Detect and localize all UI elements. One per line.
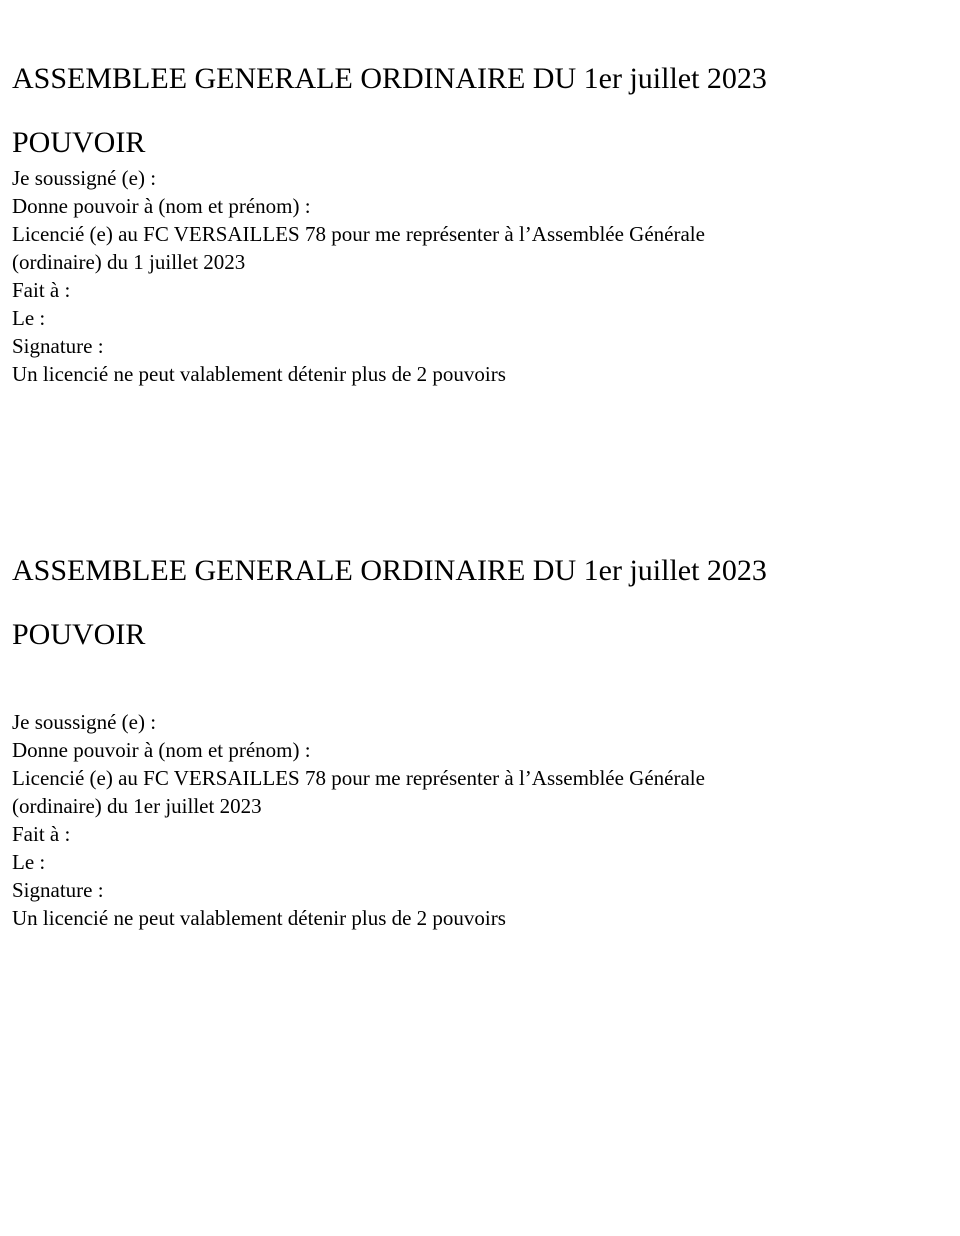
licensee-line-continued: (ordinaire) du 1 juillet 2023 (12, 250, 246, 274)
proxy-limit-note: Un licencié ne peut valablement détenir plus de 2 pouvoirs (12, 362, 506, 386)
proxy-form-2 (12, 550, 942, 932)
signature-line: Signature : (12, 334, 104, 358)
form-body (12, 164, 942, 388)
done-at-line: Fait à : (12, 822, 71, 846)
undersigned-line: Je soussigné (e) : (12, 710, 157, 734)
signature-line: Signature : (12, 878, 104, 902)
proxy-limit-note: Un licencié ne peut valablement détenir plus de 2 pouvoirs (12, 906, 506, 930)
undersigned-line: Je soussigné (e) : (12, 166, 157, 190)
give-power-line: Donne pouvoir à (nom et prénom) : (12, 738, 311, 762)
give-power-line: Donne pouvoir à (nom et prénom) : (12, 194, 311, 218)
licensee-line-continued: (ordinaire) du 1er juillet 2023 (12, 794, 262, 818)
form-title: ASSEMBLEE GENERALE ORDINAIRE DU 1er juillet 2023 (12, 62, 767, 95)
date-line: Le : (12, 850, 46, 874)
licensee-line: Licencié (e) au FC VERSAILLES 78 pour me représenter à l’Assemblée Générale (12, 222, 705, 246)
proxy-form-1 (12, 58, 942, 388)
done-at-line: Fait à : (12, 278, 71, 302)
form-subtitle: POUVOIR (12, 126, 146, 159)
date-line: Le : (12, 306, 46, 330)
licensee-line: Licencié (e) au FC VERSAILLES 78 pour me représenter à l’Assemblée Générale (12, 766, 705, 790)
form-body (12, 708, 942, 932)
form-title: ASSEMBLEE GENERALE ORDINAIRE DU 1er juillet 2023 (12, 554, 767, 587)
form-subtitle: POUVOIR (12, 618, 146, 651)
